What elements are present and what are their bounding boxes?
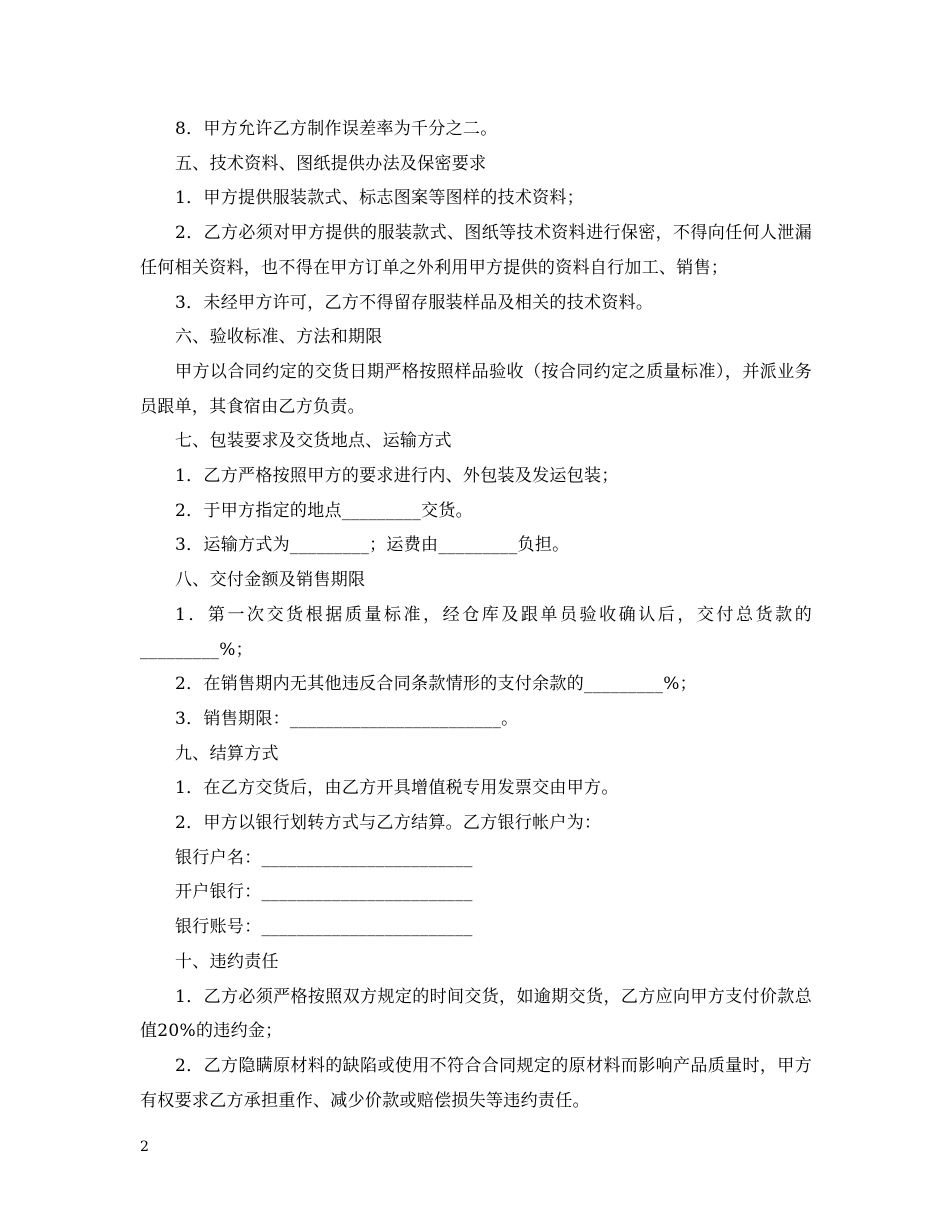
section-heading: 六、验收标准、方法和期限 xyxy=(175,327,383,348)
section-heading: 九、结算方式 xyxy=(175,743,279,764)
paragraph: 8．甲方允许乙方制作误差率为千分之二。 xyxy=(175,119,498,139)
document-body xyxy=(140,112,812,1118)
section-heading: 五、技术资料、图纸提供办法及保密要求 xyxy=(175,153,487,174)
paragraph: 1．甲方提供服装款式、标志图案等图样的技术资料； xyxy=(175,188,585,209)
bank-account-name-line: 银行户名：________________________ xyxy=(175,847,473,868)
section-heading: 十、违约责任 xyxy=(175,951,279,972)
paragraph: 1．乙方必须严格按照双方规定的时间交货，如逾期交货，乙方应向甲方支付价款总值20%的违约金； xyxy=(140,986,812,1042)
section-heading: 八、交付金额及销售期限 xyxy=(175,570,366,591)
paragraph: 3．运输方式为_________；运费由_________负担。 xyxy=(175,535,570,556)
paragraph: 2．于甲方指定的地点_________交货。 xyxy=(175,500,473,521)
paragraph: 3．未经甲方许可，乙方不得留存服装样品及相关的技术资料。 xyxy=(175,292,654,313)
bank-account-number-line: 银行账号：________________________ xyxy=(175,917,473,938)
paragraph: 1．在乙方交货后，由乙方开具增值税专用发票交由甲方。 xyxy=(175,778,619,799)
paragraph: 2．在销售期内无其他违反合同条款情形的支付余款的_________%； xyxy=(175,674,697,695)
paragraph: 1．第一次交货根据质量标准，经仓库及跟单员验收确认后，交付总货款的_________%； xyxy=(140,604,812,660)
bank-name-line: 开户银行：________________________ xyxy=(175,882,473,903)
page-number: 2 xyxy=(140,1139,149,1155)
paragraph: 2．乙方必须对甲方提供的服装款式、图纸等技术资料进行保密，不得向任何人泄漏任何相关资料，也不得在甲方订单之外利用甲方提供的资料自行加工、销售； xyxy=(140,223,812,278)
paragraph: 2．乙方隐瞒原材料的缺陷或使用不符合合同规定的原材料而影响产品质量时，甲方有权要求乙方承担重作、减少价款或赔偿损失等违约责任。 xyxy=(140,1055,812,1111)
section-heading: 七、包装要求及交货地点、运输方式 xyxy=(175,431,452,452)
paragraph: 2．甲方以银行划转方式与乙方结算。乙方银行帐户为： xyxy=(175,813,602,834)
paragraph: 1．乙方严格按照甲方的要求进行内、外包装及发运包装； xyxy=(175,466,619,487)
paragraph: 甲方以合同约定的交货日期严格按照样品验收（按合同约定之质量标准），并派业务员跟单，其食宿由乙方负责。 xyxy=(140,361,812,417)
paragraph: 3．销售期限：________________________。 xyxy=(175,708,519,729)
